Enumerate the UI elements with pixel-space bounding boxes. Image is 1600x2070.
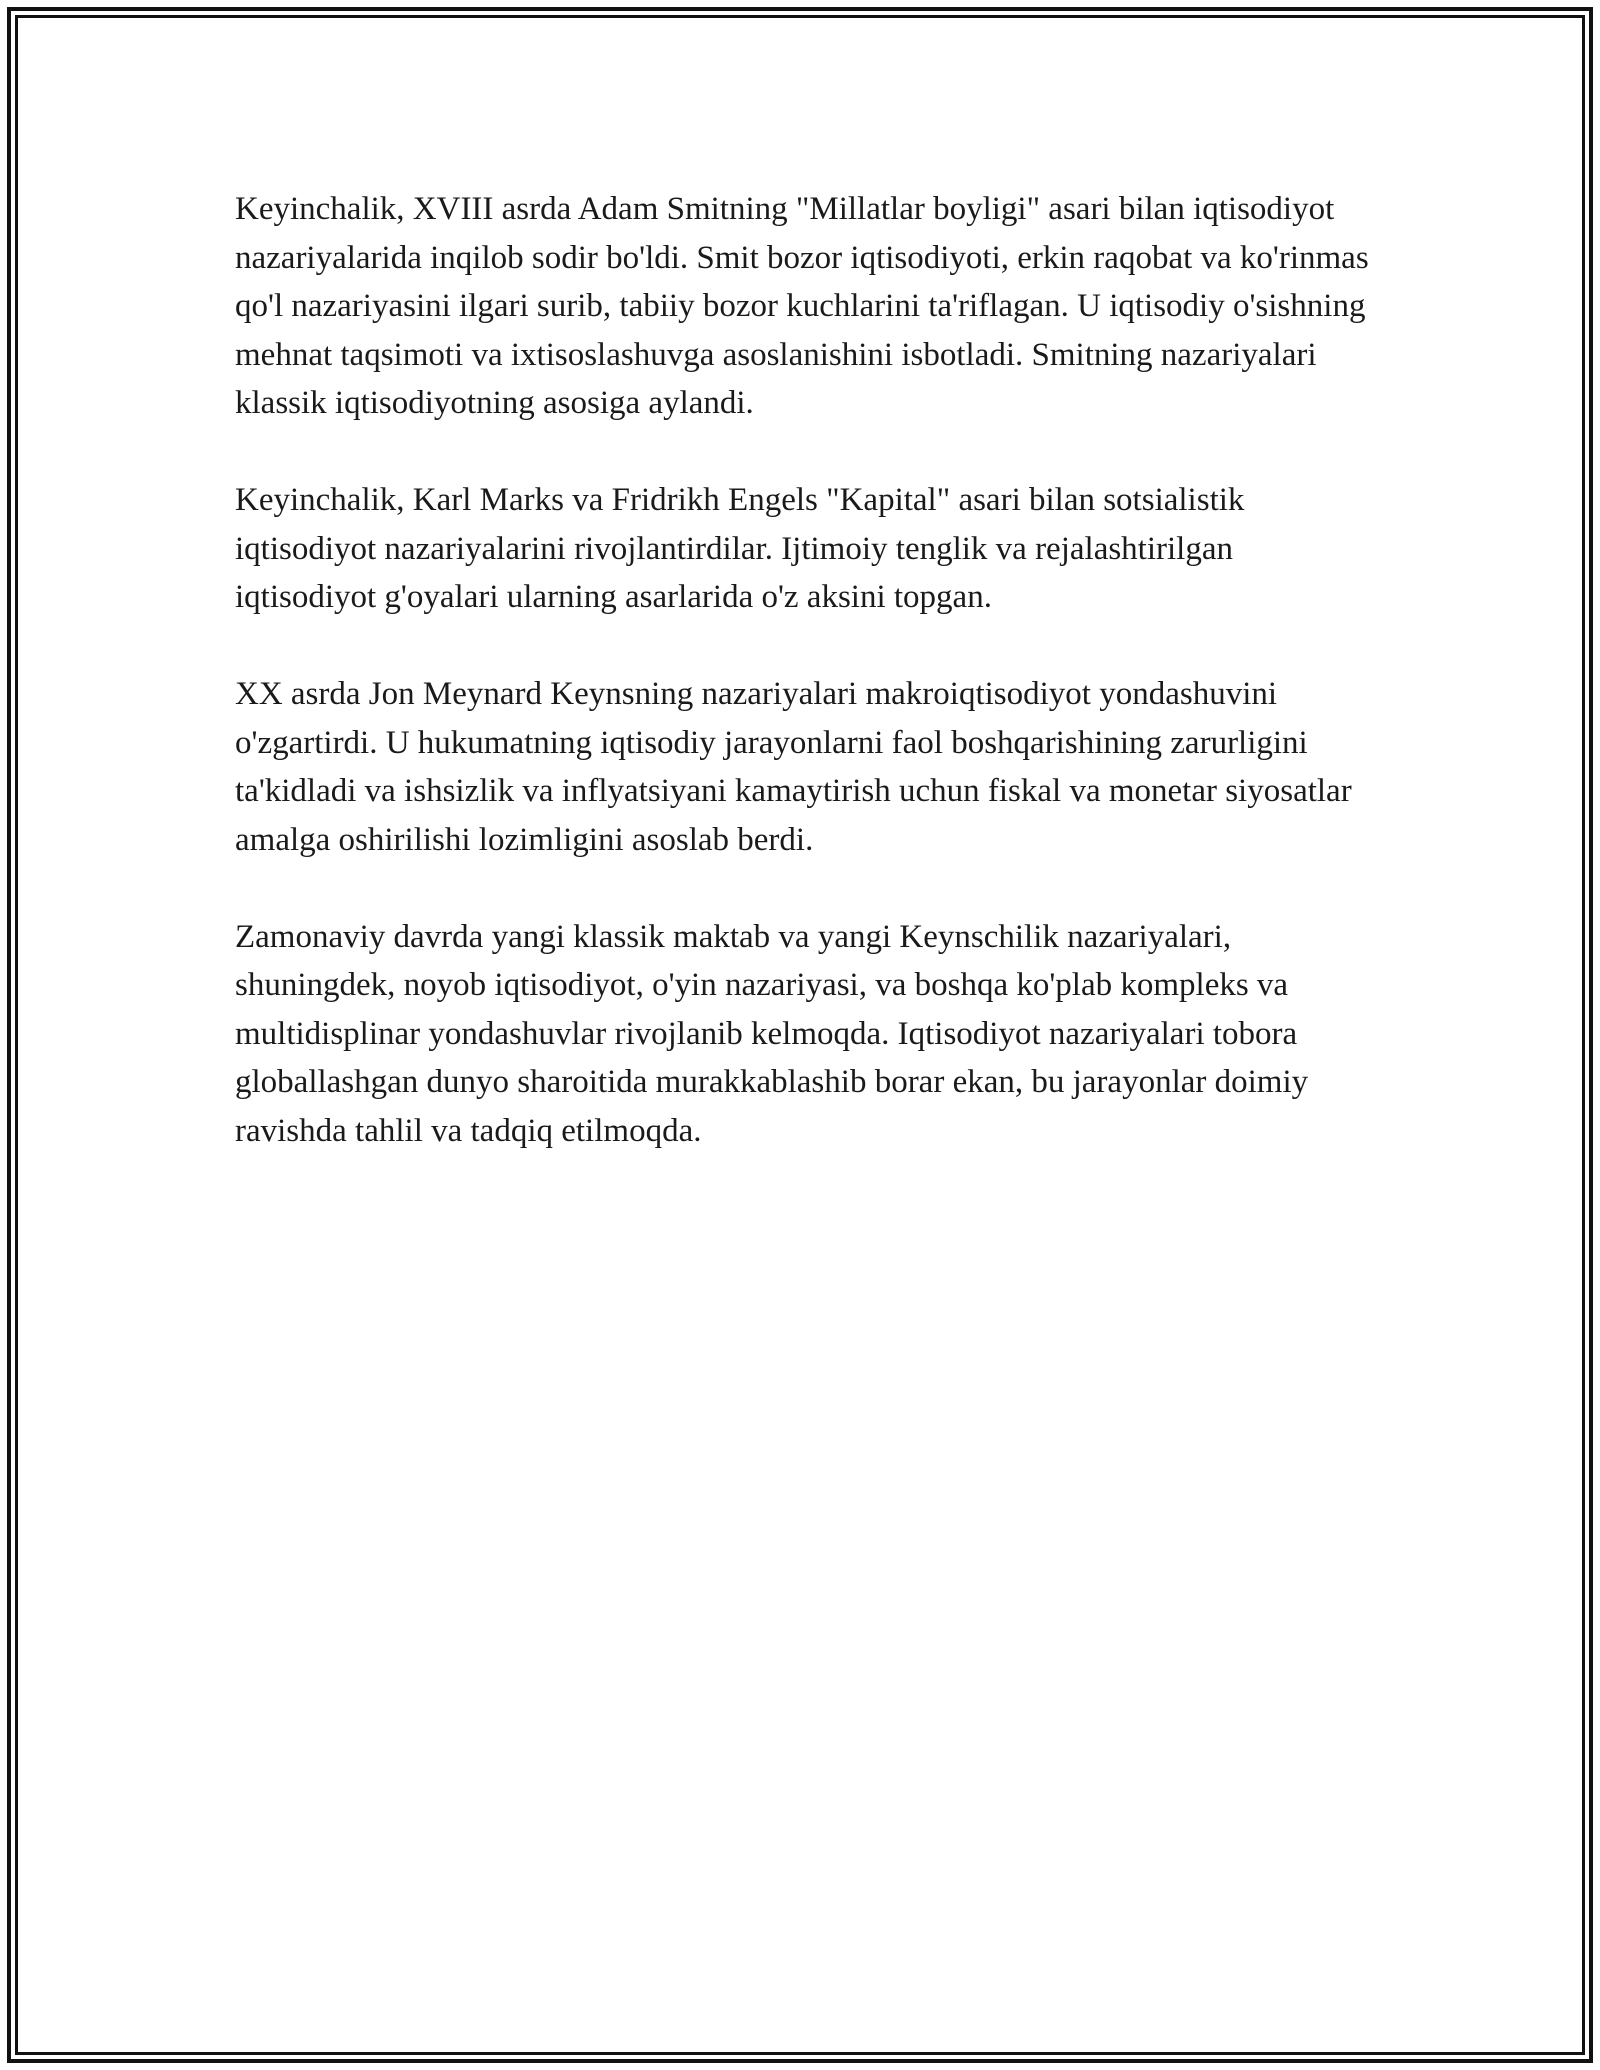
document-body xyxy=(235,185,1375,1204)
paragraph-marx-engels: Keyinchalik, Karl Marks va Fridrikh Engels "Kapital" asari bilan sotsialistik iqtisodiyot nazariyalarini rivojlantirdilar. Ijtimoiy tenglik va rejalashtirilgan iqtisodiyot g'oyalari ularning asarlarida o'z aksini topgan. xyxy=(235,482,1245,615)
paragraph-modern-theories: Zamonaviy davrda yangi klassik maktab va yangi Keynschilik nazariyalari, shuningdek, noyob iqtisodiyot, o'yin nazariyasi, va boshqa ko'plab kompleks va multidisplinar yondashuvlar rivojlanib kelmoqda. Iqtisodiyot nazariyalari tobora globallashgan dunyo sharoitida murakkablashib borar ekan, bu jarayonlar doimiy ravishda tahlil va tadqiq etilmoqda. xyxy=(235,918,1309,1149)
paragraph-keynes: XX asrda Jon Meynard Keynsning nazariyalari makroiqtisodiyot yondashuvini o'zgartirdi. U hukumatning iqtisodiy jarayonlarni faol boshqarishining zarurligini ta'kidladi va ishsizlik va inflyatsiyani kamaytirish uchun fiskal va monetar siyosatlar amalga oshirilishi lozimligini asoslab berdi. xyxy=(235,676,1352,858)
paragraph-smith: Keyinchalik, XVIII asrda Adam Smitning "Millatlar boyligi" asari bilan iqtisodiyot nazariyalarida inqilob sodir bo'ldi. Smit bozor iqtisodiyoti, erkin raqobat va ko'rinmas qo'l nazariyasini ilgari surib, tabiiy bozor kuchlarini ta'riflagan. U iqtisodiy o'sishning mehnat taqsimoti va ixtisoslashuvga asoslanishini isbotladi. Smitning nazariyalari klassik iqtisodiyotning asosiga aylandi. xyxy=(235,191,1369,421)
